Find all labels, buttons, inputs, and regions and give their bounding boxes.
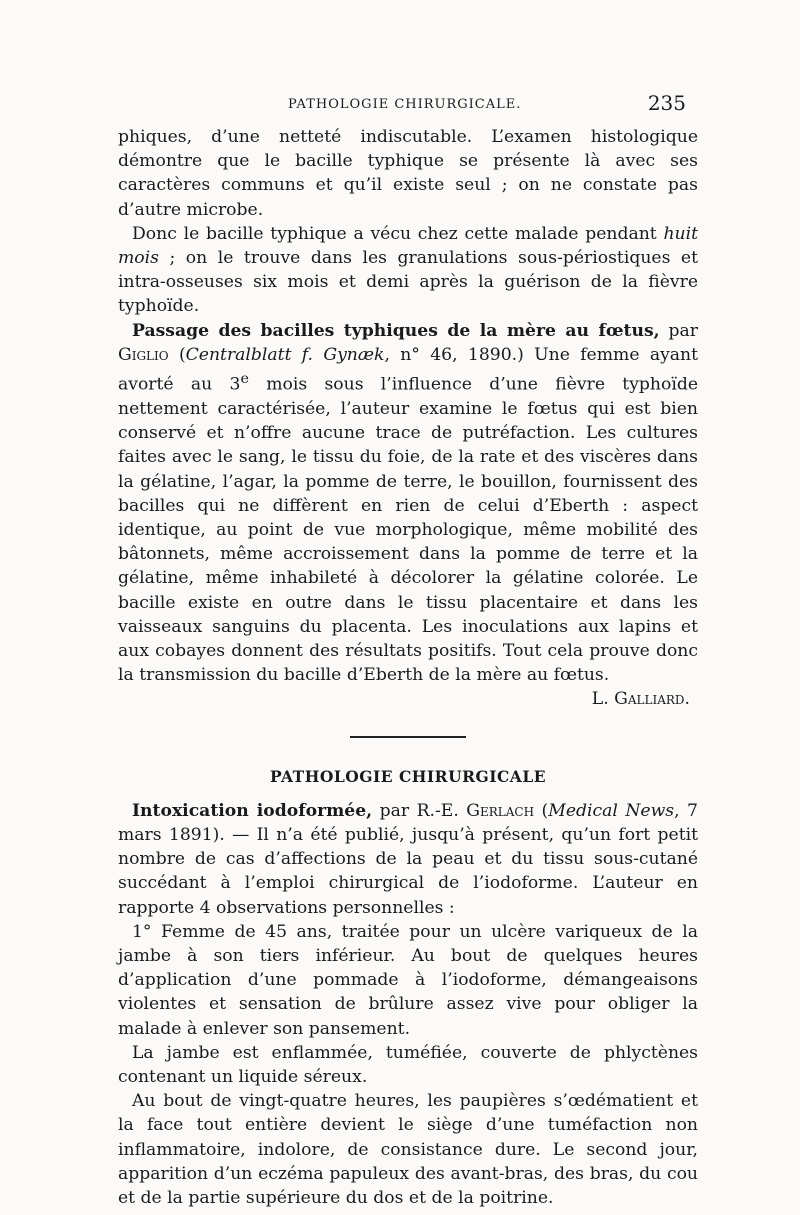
page-number: 235 <box>647 91 686 115</box>
signature: L. Galliard. <box>591 689 690 710</box>
paragraph-7: Au bout de vingt-quatre heures, les paupières s’œdématient et la face tout entière devient le siège d’une tuméfaction non inflammatoire, indolore, de consistance dure. Le second jour, apparition d’un eczéma papuleux des avant-bras, des bras, du cou et de la partie supérieure du dos et de la poitrine. <box>118 1091 698 1209</box>
running-header <box>118 91 698 125</box>
paragraph-3: Passage des bacilles typhiques de la mère au fœtus, par Giglio (Centralblatt f. Gynæk, n° 46, 1890.) Une femme ayant avorté au 3e mois sous l’influence d’une fièvre typhoïde nettement caractérisée, l’auteur examine le fœtus qui est bien conservé et n’offre aucune trace de putréfaction. Les cultures faites avec le sang, le tissu du foie, de la rate et des viscères dans la gélatine, l’agar, la pomme de terre, le bouillon, fournissent des bacilles qui ne diffèrent en rien de celui d’Eberth : aspect identique, au point de vue morphologique, même mobilité des bâtonnets, même accroissement dans la pomme de terre et la gélatine, même inhabileté à décolorer la gélatine colorée. Le bacille existe en outre dans le tissu placentaire et dans les vaisseaux sanguins du placenta. Les inoculations aux lapins et aux cobayes donnent des résultats positifs. Tout cela prouve donc la transmission du bacille d’Eberth de la mère au fœtus. <box>118 320 699 686</box>
running-title: PATHOLOGIE CHIRURGICALE. <box>288 97 522 112</box>
section-divider <box>350 736 466 738</box>
document-page <box>118 91 699 1210</box>
article-title: Passage des bacilles typhiques de la mère au fœtus, <box>132 320 660 341</box>
paragraph-4: Intoxication iodoformée, par R.-E. Gerlach (Medical News, 7 mars 1891). — Il n’a été publié, jusqu’à présent, qu’un fort petit nombre de cas d’affections de la peau et du tissu sous-cutané succédant à l’emploi chirurgical de l’iodoforme. L’auteur en rapporte 4 observations personnelles : <box>118 800 698 918</box>
paragraph-1: phiques, d’une netteté indiscutable. L’examen histologique démontre que le bacille typhique se présente là avec ses caractères communs et qu’il existe seul ; on ne constate pas d’autre microbe. <box>118 127 698 220</box>
paragraph-2: Donc le bacille typhique a vécu chez cette malade pendant huit mois ; on le trouve dans les granulations sous-périostiques et intra-osseuses six mois et demi après la guérison de la fièvre typhoïde. <box>118 223 698 317</box>
author-name: Giglio <box>118 344 169 365</box>
journal-name: Centralblatt f. Gynæk <box>185 344 385 365</box>
article-body <box>118 125 698 1210</box>
paragraph-5: 1° Femme de 45 ans, traitée pour un ulcère variqueux de la jambe à son tiers inférieur. Au bout de quelques heures d’application d’une pommade à l’iodoforme, démangeaisons violentes et sensation de brûlure assez vive pour obliger la malade à enlever son pansement. <box>118 921 698 1039</box>
author-name: Gerlach <box>466 800 535 821</box>
journal-name: Medical News <box>548 800 675 821</box>
paragraph-6: La jambe est enflammée, tuméfiée, couverte de phlyctènes contenant un liquide séreux. <box>118 1042 698 1088</box>
section-heading: PATHOLOGIE CHIRURGICALE <box>269 766 547 786</box>
article-title: Intoxication iodoformée, <box>132 800 373 821</box>
